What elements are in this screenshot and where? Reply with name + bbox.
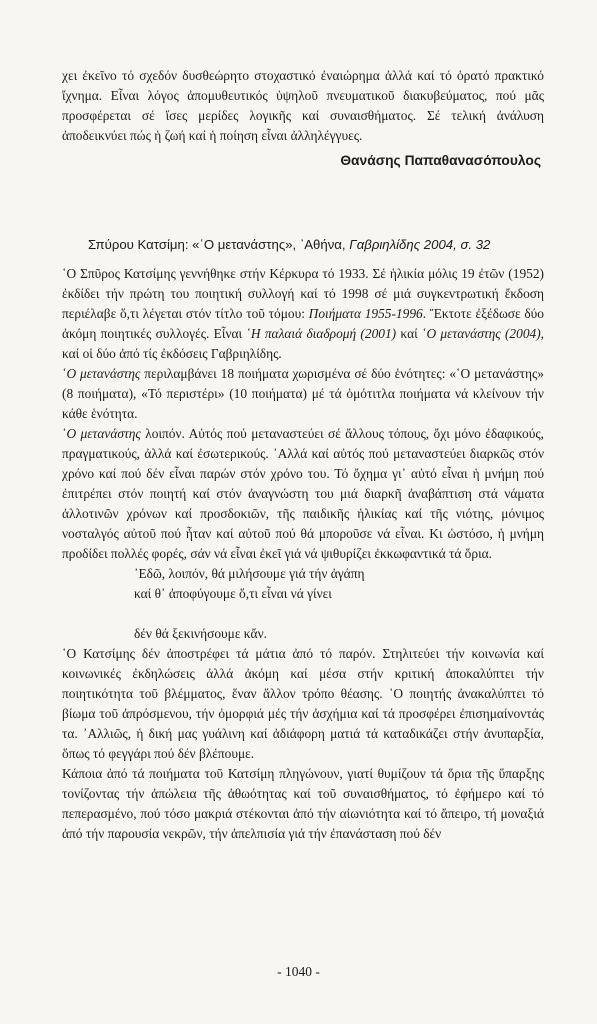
author-signature: Θανάσης Παπαθανασόπουλος <box>340 153 541 168</box>
bio-text-d: καί οἱ δύο ἀπό τίς ἐκδόσεις Γαβριηλίδης. <box>62 346 282 361</box>
poem-quote <box>134 564 544 644</box>
structure-title: ῾Ο μετανάστης <box>62 366 141 381</box>
paragraph-migrant <box>62 424 544 564</box>
paragraph-limits: Κάποια ἀπό τά ποιήματα τοῦ Κατσίμη πληγώνουν, γιατί θυμίζουν τά ὅρια τῆς ὕπαρξης τονίζοντας τήν ἀπώλεια τῆς ἀθωότητας καί τοῦ συναισθήματος, τό ἐφήμερο καί τό πεπερασμένο, πού τόσο μακριά στέκονται ἀπό τήν αἰωνιότητα καί τό ἄπειρο, τή μοναξιά ἀπό τήν παρουσία νεκρῶν, τήν ἀπελπισία γιά τήν ἐπανάσταση πού δέν <box>62 766 544 841</box>
poem-line: δέν θά ξεκινήσουμε κἄν. <box>134 626 267 641</box>
reference-lead: Σπύρου Κατσίμη: «῾Ο μετανάστης», ᾿Αθήνα, <box>88 237 350 252</box>
bio-text-a: ῾Ο Σπῦρος Κατσίμης γεννήθηκε στήν Κέρκυρα τό 1933. Σέ ἡλικία μόλις 19 ἐτῶν (1952) ἐκδίδει τήν πρώτη του ποιητική συλλογή καί τό 1998 σέ μιά συγκεντρωτική ἔκδοση περιέλαβε ὅ,τι λέγεται στόν τίτλο τοῦ τόμου: <box>62 266 544 321</box>
page-number: - 1040 - <box>277 964 320 979</box>
poem-line: καί θ᾿ ἀποφύγουμε ὅ,τι εἶναι νά γίνει <box>134 586 332 601</box>
bio-text-c: καί <box>396 326 422 341</box>
paragraph-bio <box>62 264 544 364</box>
poem-stanza-gap <box>134 604 544 624</box>
structure-text: περιλαμβάνει 18 ποιήματα χωρισμένα σέ δύο ἑνότητες: «῾Ο μετανάστης» (8 ποιήματα), «Τό περιστέρι» (10 ποιήματα) μέ τά ὁμότιτλα ποιήματα νά κλείνουν τήν κάθε ἑνότητα. <box>62 366 544 421</box>
bio-title-3: ῾Ο μετανάστης (2004), <box>421 326 545 341</box>
review-body <box>62 264 544 844</box>
paragraph-structure <box>62 364 544 424</box>
paragraph-present: ῾Ο Κατσίμης δέν ἀποστρέφει τά μάτια ἀπό τό παρόν. Στηλιτεύει τήν κοινωνία καί κοινωνικές ἐκδηλώσεις ἀλλά ἀκόμη καί μέσα στήν κριτική ἀποκαλύπτει τήν ποιητικότητα τοῦ βλέμματος, ἕναν ἄλλον τρόπο θέασης. ῾Ο ποιητής ἀνακαλύπτει τό βίωμα τοῦ ἀπρόσμενου, τήν ὀμορφιά μές τήν ἀσχήμια καί τά προσφέρει ἐπισημαίνοντάς τα. ᾿Αλλιῶς, ἡ δική μας γυάλινη καί ἀδιάφορη ματιά τά καταδικάζει στήν ἀνυπαρξία, ὅπως τό φεγγάρι πού δέν βλέπουμε. <box>62 646 544 761</box>
bio-title-2: ῾Η παλαιά διαδρομή (2001) <box>246 326 397 341</box>
bio-title-1: Ποιήματα 1955-1996 <box>308 306 423 321</box>
intro-paragraph: χει ἐκεῖνο τό σχεδόν δυσθεώρητο στοχαστικό ἐναιώρημα ἀλλά καί τό ὁρατό πρακτικό ἴχνημα. Εἶναι λόγος ἀπομυθευτικός ὑψηλοῦ πνευματικοῦ διακυβεύματος, πού μᾶς προσφέρεται σέ ἴσες μερίδες λογικῆς καί συναισθήματος. Σέ τελική ἀνάλυση ἀποδεικνύει πώς ἡ ζωή καί ἡ ποίηση εἶναι ἀλληλέγγυες. <box>62 68 544 143</box>
migrant-text: λοιπόν. Αὐτός πού μεταναστεύει σέ ἄλλους τόπους, ὄχι μόνο ἐδαφικούς, πραγματικούς, ἀλλά καί ἐσωτερικούς. ᾿Αλλά καί αὐτός πού μεταναστεύει διαρκῶς στόν χρόνο καί πού δέν εἶναι παρών στόν χρόνο του. Τό ὄχημα γι᾿ αὐτό εἶναι ἡ μνήμη πού ἐπιτρέπει στόν ποιητή καί στόν ἀναγνώστη του μιά διαρκῆ ἀναβάπτιση στά νάματα ἀλλοτινῶν χρόνων καί προσδοκιῶν, τῆς παιδικῆς ἡλικίας καί τῆς νιότης, μόνιμος νοσταλγός αὐτοῦ πού ἦταν καί αὐτοῦ πού θά μποροῦσε νά εἶναι. Κι ὡστόσο, ἡ μνήμη προδίδει πολλές φορές, σάν νά εἶναι ἐκεῖ γιά νά ψιθυρίζει ἐκκωφαντικά τά ὅρια. <box>62 426 544 561</box>
reference-tail: Γαβριηλίδης 2004, σ. 32 <box>349 237 491 252</box>
bio-text-b: . Ἔκτοτε ἐξέδωσε δύο ἀκόμη ποιητικές συλλογές. Εἶναι <box>62 306 544 341</box>
poem-line: ᾿Εδῶ, λοιπόν, θά μιλήσουμε γιά τήν ἀγάπη <box>134 566 365 581</box>
book-reference <box>88 237 490 252</box>
migrant-title: ῾Ο μετανάστης <box>62 426 141 441</box>
